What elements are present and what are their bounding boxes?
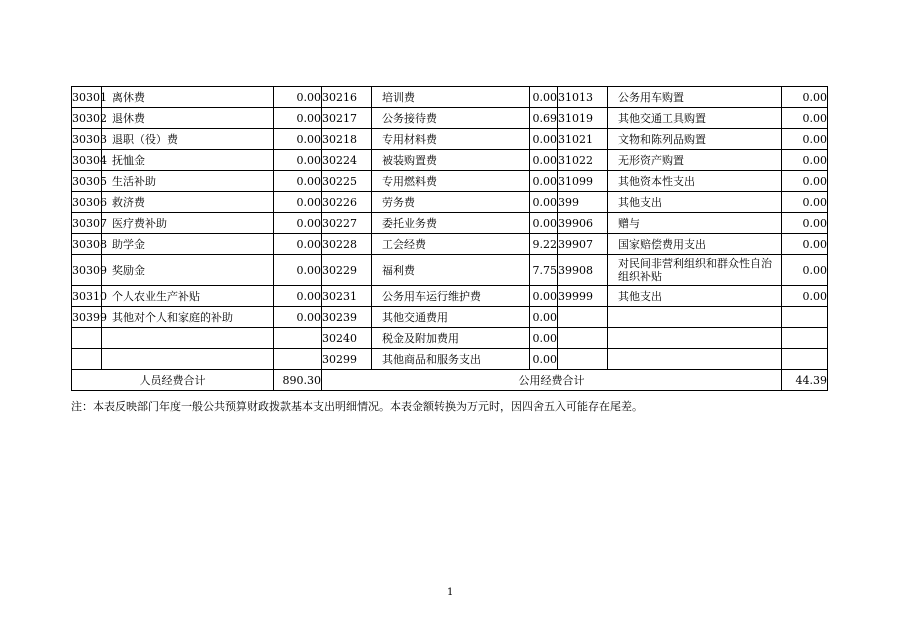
expense-code-cell: 30239	[322, 307, 372, 328]
amount-cell: 0.00	[530, 307, 558, 328]
expense-name-cell: 被装购置费	[372, 150, 530, 171]
amount-cell: 0.00	[274, 286, 322, 307]
table-row	[72, 213, 828, 234]
amount-cell: 0.00	[274, 87, 322, 108]
amount-cell: 0.00	[782, 192, 828, 213]
expense-name-cell: 其他交通工具购置	[608, 108, 782, 129]
table-row	[72, 255, 828, 286]
expense-name-cell: 退休费	[102, 108, 274, 129]
amount-cell: 0.00	[782, 108, 828, 129]
expense-name-cell: 抚恤金	[102, 150, 274, 171]
expense-code-cell: 30216	[322, 87, 372, 108]
expense-name-cell: 其他支出	[608, 192, 782, 213]
expense-name-cell: 文物和陈列品购置	[608, 129, 782, 150]
amount-cell: 0.00	[530, 349, 558, 370]
amount-cell: 0.00	[782, 213, 828, 234]
expense-code-cell: 30224	[322, 150, 372, 171]
table-row	[72, 286, 828, 307]
expense-code-cell	[558, 307, 608, 328]
expense-name-cell: 专用燃料费	[372, 171, 530, 192]
expense-code-cell: 39908	[558, 255, 608, 286]
expense-code-cell: 30240	[322, 328, 372, 349]
basic-expenditure-table	[71, 86, 828, 391]
expense-code-cell: 30225	[322, 171, 372, 192]
amount-cell: 0.00	[530, 87, 558, 108]
amount-cell: 0.00	[530, 192, 558, 213]
amount-cell: 0.00	[274, 255, 322, 286]
amount-cell: 0.00	[782, 129, 828, 150]
expense-name-cell: 公务接待费	[372, 108, 530, 129]
amount-cell: 0.69	[530, 108, 558, 129]
expense-name-cell	[608, 328, 782, 349]
amount-cell: 0.00	[274, 234, 322, 255]
expense-name-cell: 国家赔偿费用支出	[608, 234, 782, 255]
expense-name-cell: 个人农业生产补贴	[102, 286, 274, 307]
expense-name-cell: 劳务费	[372, 192, 530, 213]
page-number: 1	[447, 587, 454, 598]
expense-code-cell: 30218	[322, 129, 372, 150]
expense-code-cell	[72, 328, 102, 349]
expense-code-cell: 30399	[72, 307, 102, 328]
personnel-total-value: 890.30	[274, 370, 322, 391]
expense-name-cell: 委托业务费	[372, 213, 530, 234]
expense-code-cell: 30303	[72, 129, 102, 150]
expense-code-cell: 39907	[558, 234, 608, 255]
amount-cell: 0.00	[530, 150, 558, 171]
expense-code-cell: 39906	[558, 213, 608, 234]
expense-code-cell: 30302	[72, 108, 102, 129]
expense-code-cell: 399	[558, 192, 608, 213]
expense-name-cell: 其他交通费用	[372, 307, 530, 328]
expense-code-cell: 31021	[558, 129, 608, 150]
amount-cell: 0.00	[274, 108, 322, 129]
expense-code-cell	[72, 349, 102, 370]
expense-code-cell: 30231	[322, 286, 372, 307]
expense-name-cell: 生活补助	[102, 171, 274, 192]
expense-code-cell: 31019	[558, 108, 608, 129]
table-row	[72, 150, 828, 171]
table-row	[72, 87, 828, 108]
expense-code-cell: 30304	[72, 150, 102, 171]
amount-cell: 9.22	[530, 234, 558, 255]
public-total-value: 44.39	[782, 370, 828, 391]
amount-cell: 0.00	[274, 192, 322, 213]
expense-code-cell: 30229	[322, 255, 372, 286]
expense-code-cell	[558, 328, 608, 349]
expense-name-cell	[102, 328, 274, 349]
expense-code-cell: 31099	[558, 171, 608, 192]
amount-cell: 0.00	[530, 286, 558, 307]
expense-name-cell: 退职（役）费	[102, 129, 274, 150]
expense-name-cell: 其他资本性支出	[608, 171, 782, 192]
expense-code-cell: 30307	[72, 213, 102, 234]
expense-code-cell: 30228	[322, 234, 372, 255]
expense-name-cell: 救济费	[102, 192, 274, 213]
expense-name-cell: 公务用车购置	[608, 87, 782, 108]
amount-cell	[782, 328, 828, 349]
table-row	[72, 108, 828, 129]
expense-code-cell: 30217	[322, 108, 372, 129]
amount-cell	[782, 349, 828, 370]
expense-code-cell: 30226	[322, 192, 372, 213]
expense-name-cell: 医疗费补助	[102, 213, 274, 234]
expense-name-cell: 赠与	[608, 213, 782, 234]
expense-name-cell: 助学金	[102, 234, 274, 255]
table-row	[72, 349, 828, 370]
expense-code-cell: 39999	[558, 286, 608, 307]
expense-code-cell: 30305	[72, 171, 102, 192]
table-row	[72, 192, 828, 213]
amount-cell: 0.00	[274, 307, 322, 328]
expense-code-cell: 30306	[72, 192, 102, 213]
table-row	[72, 171, 828, 192]
amount-cell: 0.00	[530, 328, 558, 349]
amount-cell: 0.00	[530, 213, 558, 234]
amount-cell	[274, 328, 322, 349]
amount-cell: 0.00	[782, 255, 828, 286]
expense-name-cell: 公务用车运行维护费	[372, 286, 530, 307]
amount-cell: 0.00	[274, 129, 322, 150]
expense-name-cell: 福利费	[372, 255, 530, 286]
expense-code-cell: 30227	[322, 213, 372, 234]
expense-name-cell	[608, 349, 782, 370]
expense-name-cell: 奖励金	[102, 255, 274, 286]
amount-cell: 7.75	[530, 255, 558, 286]
amount-cell: 0.00	[782, 171, 828, 192]
expense-name-cell: 培训费	[372, 87, 530, 108]
expense-name-cell: 其他对个人和家庭的补助	[102, 307, 274, 328]
amount-cell: 0.00	[530, 171, 558, 192]
expense-code-cell: 30309	[72, 255, 102, 286]
table-row	[72, 307, 828, 328]
expense-name-cell: 税金及附加费用	[372, 328, 530, 349]
table-row	[72, 234, 828, 255]
expense-name-cell: 工会经费	[372, 234, 530, 255]
table-footnote: 注：本表反映部门年度一般公共预算财政拨款基本支出明细情况。本表金额转换为万元时，因四舍五入可能存在尾差。	[71, 400, 643, 413]
expense-code-cell: 31013	[558, 87, 608, 108]
expense-code-cell: 31022	[558, 150, 608, 171]
public-total-label: 公用经费合计	[322, 370, 782, 391]
amount-cell: 0.00	[530, 129, 558, 150]
expense-code-cell: 30301	[72, 87, 102, 108]
totals-row	[72, 370, 828, 391]
expense-name-cell: 专用材料费	[372, 129, 530, 150]
expense-code-cell	[558, 349, 608, 370]
expense-name-cell	[608, 307, 782, 328]
amount-cell: 0.00	[782, 234, 828, 255]
amount-cell: 0.00	[274, 150, 322, 171]
expense-name-cell: 其他商品和服务支出	[372, 349, 530, 370]
amount-cell: 0.00	[782, 286, 828, 307]
expense-name-cell: 其他支出	[608, 286, 782, 307]
expense-name-cell	[102, 349, 274, 370]
table-row	[72, 129, 828, 150]
table-body	[72, 87, 828, 391]
amount-cell	[274, 349, 322, 370]
expense-name-cell: 无形资产购置	[608, 150, 782, 171]
amount-cell: 0.00	[274, 171, 322, 192]
expense-code-cell: 30310	[72, 286, 102, 307]
amount-cell: 0.00	[782, 87, 828, 108]
expense-code-cell: 30299	[322, 349, 372, 370]
table-row	[72, 328, 828, 349]
amount-cell	[782, 307, 828, 328]
expense-code-cell: 30308	[72, 234, 102, 255]
personnel-total-label: 人员经费合计	[72, 370, 274, 391]
amount-cell: 0.00	[782, 150, 828, 171]
expense-name-cell: 对民间非营利组织和群众性自治组织补贴	[608, 255, 782, 286]
expense-name-cell: 离休费	[102, 87, 274, 108]
amount-cell: 0.00	[274, 213, 322, 234]
